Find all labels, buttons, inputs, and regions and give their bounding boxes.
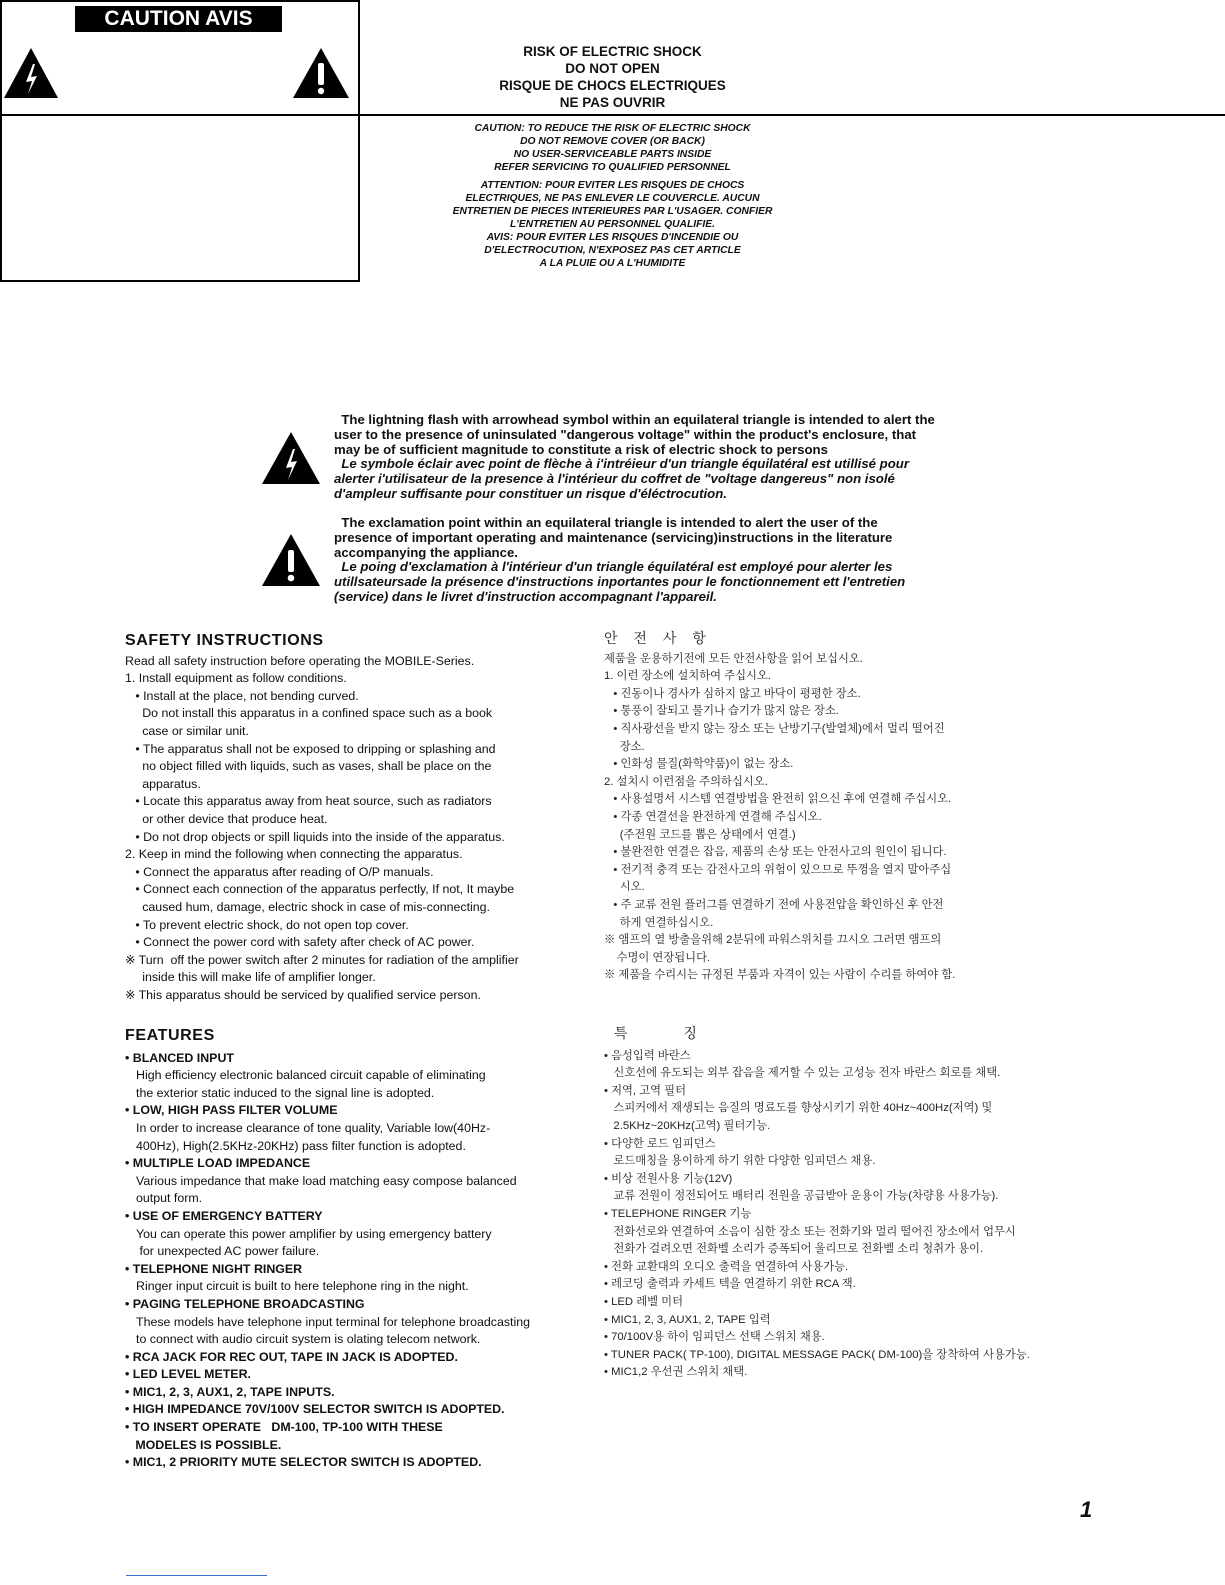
safety-line-ko: • 직사광선을 받지 않는 장소 또는 난방기구(발열체)에서 멀리 떨어진 bbox=[604, 722, 945, 735]
lightning-fr-1: Le symbole éclair avec point de flèche à i'intréieur d'un triangle équilatéral est utillisé pour bbox=[334, 456, 909, 472]
lightning-en-2: user to the presence of uninsulated "dangerous voltage" within the product's enclosure, that bbox=[334, 426, 917, 442]
exclamation-en-3: accompanying the appliance. bbox=[334, 544, 518, 560]
safety-line-ko: • 주 교류 전원 플러그를 연결하기 전에 사용전압을 확인하신 후 안전 bbox=[604, 898, 944, 911]
safety-line: Read all safety instruction before operating the MOBILE-Series. bbox=[125, 653, 475, 668]
caution-notice-en-3: NO USER-SERVICEABLE PARTS INSIDE bbox=[513, 149, 712, 160]
features-ko-lines bbox=[604, 1048, 1124, 1382]
feature-line-ko: • 음성입력 바란스 bbox=[604, 1049, 691, 1062]
safety-line: • Locate this apparatus away from heat source, such as radiators bbox=[125, 794, 492, 809]
feature-line-ko: • 전화 교환대의 오디오 출력을 연결하여 사용가능. bbox=[604, 1260, 849, 1273]
feature-item bbox=[125, 1366, 575, 1384]
feature-title: • TO INSERT OPERATE DM-100, TP-100 WITH THESE bbox=[125, 1420, 443, 1435]
exclamation-fr-3: (service) dans le livret d'instruction accompagnant l'appareil. bbox=[334, 588, 717, 604]
safety-line-ko: 장소. bbox=[604, 740, 645, 753]
lightning-en-3: may be of sufficient magnitude to constitute a risk of electric shock to persons bbox=[334, 441, 828, 457]
safety-line: or other device that produce heat. bbox=[125, 811, 328, 826]
page-number: 1 bbox=[1080, 1497, 1093, 1522]
feature-title: • RCA JACK FOR REC OUT, TAPE IN JACK IS ADOPTED. bbox=[125, 1349, 458, 1364]
feature-item bbox=[125, 1454, 575, 1472]
feature-line-ko: 교류 전원이 정전되어도 배터리 전원을 공급받아 운용이 가능(차량용 사용가능). bbox=[604, 1190, 999, 1203]
safety-heading-ko: 안 전 사 항 bbox=[604, 630, 712, 646]
safety-line-ko: • 진동이나 경사가 심하지 않고 바닥이 평평한 장소. bbox=[604, 687, 861, 700]
safety-line: 1. Install equipment as follow conditions. bbox=[125, 671, 347, 686]
safety-line-ko: 1. 이런 장소에 설치하여 주십시오. bbox=[604, 670, 771, 683]
caution-notice-fr-2: ELECTRIQUES, NE PAS ENLEVER LE COUVERCLE. AUCUN bbox=[465, 193, 760, 204]
feature-item bbox=[125, 1349, 575, 1367]
feature-title: • LED LEVEL METER. bbox=[125, 1367, 251, 1382]
caution-line-2: DO NOT OPEN bbox=[565, 61, 660, 76]
feature-title: MODELES IS POSSIBLE. bbox=[125, 1437, 282, 1452]
caution-notice-fr-4: L'ENTRETIEN AU PERSONNEL QUALIFIE. bbox=[510, 219, 715, 230]
feature-description: 400Hz), High(2.5KHz-20KHz) pass filter function is adopted. bbox=[136, 1138, 466, 1153]
feature-description: Various impedance that make load matching easy compose balanced bbox=[136, 1173, 517, 1188]
feature-item bbox=[125, 1437, 575, 1455]
safety-line-ko: 시오. bbox=[604, 881, 645, 894]
safety-line: 2. Keep in mind the following when connecting the apparatus. bbox=[125, 847, 463, 862]
caution-notice-fr-3: ENTRETIEN DE PIECES INTERIEURES PAR L'USAGER. CONFIER bbox=[452, 206, 773, 217]
safety-line: • Connect each connection of the apparatus perfectly, If not, It maybe bbox=[125, 882, 515, 897]
caution-divider bbox=[0, 114, 1225, 116]
feature-line-ko: 로드매칭을 용이하게 하기 위한 다양한 임피던스 채용. bbox=[604, 1155, 876, 1168]
feature-title: • MIC1, 2 PRIORITY MUTE SELECTOR SWITCH IS ADOPTED. bbox=[125, 1455, 482, 1470]
safety-instructions-ko bbox=[604, 630, 1124, 985]
safety-line: • Connect the power cord with safety after check of AC power. bbox=[125, 935, 475, 950]
safety-line-ko: (주전원 코드를 뽑은 상태에서 연결.) bbox=[604, 828, 796, 841]
feature-item bbox=[125, 1296, 575, 1349]
feature-description: to connect with audio circuit system is olating telecom network. bbox=[136, 1332, 481, 1347]
safety-line: • The apparatus shall not be exposed to dripping or splashing and bbox=[125, 741, 496, 756]
safety-line-ko: 제품을 운용하기전에 모든 안전사항을 읽어 보십시오. bbox=[604, 652, 863, 665]
safety-line-ko: 2. 설치시 이런점을 주의하십시오. bbox=[604, 775, 768, 788]
feature-title: • TELEPHONE NIGHT RINGER bbox=[125, 1261, 303, 1276]
feature-line-ko: • 다양한 로드 임피던스 bbox=[604, 1137, 716, 1150]
lightning-en-1: The lightning flash with arrowhead symbol within an equilateral triangle is intended to alert the bbox=[334, 412, 935, 427]
feature-line-ko: • 레코딩 출력과 카세트 텍을 연결하기 위한 RCA 잭. bbox=[604, 1278, 856, 1291]
safety-instructions-en bbox=[125, 632, 575, 1004]
caution-notice-en-2: DO NOT REMOVE COVER (OR BACK) bbox=[520, 136, 705, 147]
feature-description: High efficiency electronic balanced circuit capable of eliminating bbox=[136, 1068, 486, 1083]
lightning-fr-2: alerter i'utilisateur de la presence à l'intérieur du coffret de "voltage dangereus" non isolé bbox=[334, 471, 895, 487]
lightning-symbol-text bbox=[334, 413, 974, 502]
safety-ko-lines bbox=[604, 651, 1124, 985]
safety-line: Do not install this apparatus in a confined space such as a book bbox=[125, 706, 493, 721]
caution-line-3: RISQUE DE CHOCS ELECTRIQUES bbox=[499, 78, 726, 93]
feature-line-ko: • MIC1, 2, 3, AUX1, 2, TAPE 입력 bbox=[604, 1313, 771, 1326]
lightning-fr-3: d'ampleur suffisante pour constituer un risque d'éléctrocution. bbox=[334, 485, 727, 501]
caution-line-1: RISK OF ELECTRIC SHOCK bbox=[523, 44, 702, 59]
feature-item bbox=[125, 1102, 575, 1155]
safety-line-ko: • 인화성 물질(화학약품)이 없는 장소. bbox=[604, 758, 794, 771]
feature-title: • MULTIPLE LOAD IMPEDANCE bbox=[125, 1156, 311, 1171]
features-heading-en: FEATURES bbox=[125, 1027, 215, 1044]
feature-line-ko: 전화선로와 연결하여 소음이 심한 장소 또는 전화기와 멀리 떨어진 장소에서 업무시 bbox=[604, 1225, 1016, 1238]
safety-line: • To prevent electric shock, do not open top cover. bbox=[125, 917, 409, 932]
feature-title: • BLANCED INPUT bbox=[125, 1050, 234, 1065]
safety-line-ko: ※ 제품을 수리시는 규정된 부품과 자격이 있는 사람이 수리를 하여야 함. bbox=[604, 969, 956, 982]
feature-item bbox=[125, 1208, 575, 1261]
safety-line-ko: • 불완전한 연결은 잡음, 제품의 손상 또는 안전사고의 원인이 됩니다. bbox=[604, 846, 947, 859]
exclamation-en-2: presence of important operating and maintenance (servicing)instructions in the literature bbox=[334, 529, 893, 545]
feature-line-ko: 전화가 걸려오면 전화벨 소리가 증폭되어 울리므로 전화벨 소리 청취가 용이. bbox=[604, 1243, 984, 1256]
feature-description: the exterior static induced to the signal line is adopted. bbox=[136, 1085, 435, 1100]
safety-line: ※ Turn off the power switch after 2 minutes for radiation of the amplifier bbox=[125, 952, 519, 967]
feature-title: • PAGING TELEPHONE BROADCASTING bbox=[125, 1296, 365, 1311]
safety-line-ko: • 통풍이 잘되고 물기나 습기가 많지 않은 장소. bbox=[604, 705, 839, 718]
exclamation-symbol-text bbox=[334, 516, 974, 605]
feature-item bbox=[125, 1401, 575, 1419]
features-heading-ko: 특 징 bbox=[614, 1025, 723, 1041]
feature-title: • HIGH IMPEDANCE 70V/100V SELECTOR SWITCH IS ADOPTED. bbox=[125, 1402, 505, 1417]
feature-description: Ringer input circuit is built to here telephone ring in the night. bbox=[136, 1279, 469, 1294]
feature-description: You can operate this power amplifier by using emergency battery bbox=[136, 1226, 492, 1241]
caution-notice-fr-5: AVIS: POUR EVITER LES RISQUES D'INCENDIE OU bbox=[486, 232, 739, 243]
safety-en-lines bbox=[125, 653, 575, 1005]
feature-line-ko: • 저역, 고역 필터 bbox=[604, 1084, 686, 1097]
caution-notice-en-1: CAUTION: TO REDUCE THE RISK OF ELECTRIC SHOCK bbox=[474, 123, 751, 134]
safety-line-ko: • 각종 연결선을 완전하게 연결해 주십시오. bbox=[604, 810, 822, 823]
feature-line-ko: • LED 레벨 미터 bbox=[604, 1295, 683, 1308]
feature-item bbox=[125, 1384, 575, 1402]
caution-notice-en-4: REFER SERVICING TO QUALIFIED PERSONNEL bbox=[494, 162, 731, 173]
feature-item bbox=[125, 1261, 575, 1296]
safety-line-ko: ※ 앰프의 열 방출을위해 2분뒤에 파워스위치를 끄시오 그러면 앰프의 bbox=[604, 934, 942, 947]
safety-line: caused hum, damage, electric shock in case of mis-connecting. bbox=[125, 899, 491, 914]
safety-line: no object filled with liquids, such as vases, shall be place on the bbox=[125, 759, 492, 774]
caution-notice-fr-6: D'ELECTROCUTION, N'EXPOSEZ PAS CET ARTICLE bbox=[484, 245, 741, 256]
feature-item bbox=[125, 1419, 575, 1437]
exclamation-fr-2: utillsateursade la présence d'instructions inportantes pour le fonctionnement ett l'entretien bbox=[334, 574, 906, 590]
feature-item bbox=[125, 1050, 575, 1103]
feature-description: output form. bbox=[136, 1191, 203, 1206]
feature-description: for unexpected AC power failure. bbox=[136, 1244, 320, 1259]
safety-line-ko: 수명이 연장됩니다. bbox=[604, 951, 711, 964]
feature-line-ko: 신호선에 유도되는 외부 잡음을 제거할 수 있는 고성능 전자 바란스 회로를 채택. bbox=[604, 1067, 1001, 1080]
features-en-items bbox=[125, 1050, 575, 1472]
feature-item bbox=[125, 1155, 575, 1208]
safety-line-ko: • 전기적 충격 또는 감전사고의 위험이 있으므로 뚜껑을 열지 말아주십 bbox=[604, 863, 952, 876]
feature-title: • USE OF EMERGENCY BATTERY bbox=[125, 1208, 323, 1223]
feature-line-ko: 2.5KHz~20KHz(고역) 필터기능. bbox=[604, 1119, 771, 1132]
feature-line-ko: • 70/100V용 하이 임피던스 선택 스위치 채용. bbox=[604, 1331, 825, 1344]
safety-line: • Do not drop objects or spill liquids into the inside of the apparatus. bbox=[125, 829, 505, 844]
features-ko bbox=[604, 1025, 1124, 1382]
safety-heading-en: SAFETY INSTRUCTIONS bbox=[125, 632, 324, 649]
feature-title: • MIC1, 2, 3, AUX1, 2, TAPE INPUTS. bbox=[125, 1384, 335, 1399]
safety-line-ko: • 사용설명서 시스템 연결방법을 완전히 읽으신 후에 연결해 주십시오. bbox=[604, 793, 952, 806]
feature-line-ko: • TUNER PACK( TP-100), DIGITAL MESSAGE PACK( DM-100)을 장착하여 사용가능. bbox=[604, 1348, 1030, 1361]
exclamation-en-1: The exclamation point within an equilateral triangle is intended to alert the user of the bbox=[334, 515, 878, 530]
lightning-warning-icon bbox=[260, 430, 322, 486]
feature-line-ko: • 비상 전원사용 기능(12V) bbox=[604, 1172, 733, 1185]
feature-line-ko: • TELEPHONE RINGER 기능 bbox=[604, 1207, 752, 1220]
footer-rule bbox=[126, 1575, 267, 1576]
safety-line: • Install at the place, not bending curved. bbox=[125, 688, 359, 703]
caution-line-4: NE PAS OUVRIR bbox=[559, 95, 666, 110]
exclamation-fr-1: Le poing d'exclamation à l'intérieur d'un triangle équilatéral est employé pour alerter les bbox=[334, 559, 893, 575]
features-en bbox=[125, 1027, 575, 1472]
caution-notice-fr-7: A LA PLUIE OU A L'HUMIDITE bbox=[539, 258, 686, 269]
feature-line-ko: • MIC1,2 우선권 스위치 채택. bbox=[604, 1366, 748, 1379]
caution-notice-fr-1: ATTENTION: POUR EVITER LES RISQUES DE CHOCS bbox=[480, 180, 745, 191]
feature-description: In order to increase clearance of tone quality, Variable low(40Hz- bbox=[136, 1120, 491, 1135]
safety-line: inside this will make life of amplifier longer. bbox=[125, 970, 376, 985]
caution-title: CAUTION AVIS bbox=[75, 6, 282, 32]
safety-line: • Connect the apparatus after reading of O/P manuals. bbox=[125, 864, 434, 879]
feature-description: These models have telephone input terminal for telephone broadcasting bbox=[136, 1314, 531, 1329]
safety-line: apparatus. bbox=[125, 776, 201, 791]
safety-line: case or similar unit. bbox=[125, 723, 249, 738]
caution-box bbox=[0, 0, 773, 282]
exclamation-warning-icon bbox=[260, 532, 322, 588]
feature-title: • LOW, HIGH PASS FILTER VOLUME bbox=[125, 1103, 338, 1118]
safety-line-ko: 하게 연결하십시오. bbox=[604, 916, 714, 929]
safety-line: ※ This apparatus should be serviced by qualified service person. bbox=[125, 987, 481, 1002]
feature-line-ko: 스피커에서 재생되는 음질의 명료도를 향상시키기 위한 40Hz~400Hz(저역) 및 bbox=[604, 1102, 993, 1115]
